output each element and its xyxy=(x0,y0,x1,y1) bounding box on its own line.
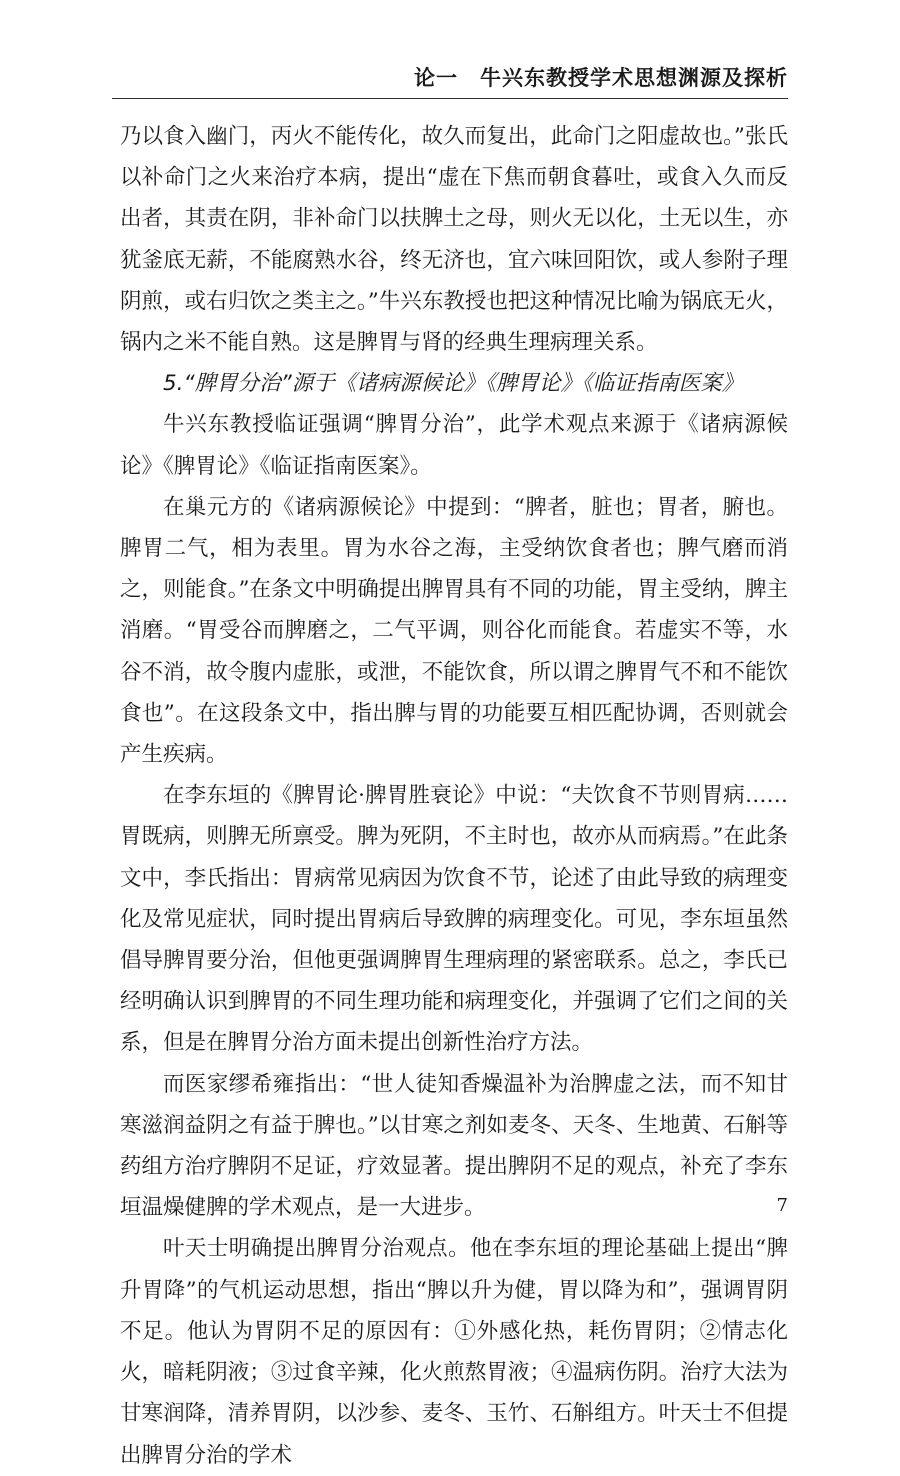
paragraph: 在李东垣的《脾胃论·脾胃胜衰论》中说：“夫饮食不节则胃病……胃既病，则脾无所禀受。脾为死阴，不主时也，故亦从而病焉。”在此条文中，李氏指出：胃病常见病因为饮食不节，论述了由此导致的病理变化及常见症状，同时提出胃病后导致脾的病理变化。可见，李东垣虽然倡导脾胃要分治，但他更强调脾胃生理病理的紧密联系。总之，李氏已经明确认识到脾胃的不同生理功能和病理变化，并强调了它们之间的关系，但是在脾胃分治方面未提出创新性治疗方法。 xyxy=(120,783,788,1056)
running-header: 论一 牛兴东教授学术思想渊源及探析 xyxy=(414,66,788,90)
paragraph: 叶天士明确提出脾胃分治观点。他在李东垣的理论基础上提出“脾升胃降”的气机运动思想，指出“脾以升为健，胃以降为和”，强调胃阴不足。他认为胃阴不足的原因有：①外感化热，耗伤胃阴；②情志化火，暗耗阴液；③过食辛辣，化火煎熬胃液；④温病伤阴。治疗大法为甘寒润降，清养胃阴，以沙参、麦冬、玉竹、石斛组方。叶天士不但提出脾胃分治的学术 xyxy=(120,1236,788,1468)
body-text xyxy=(120,116,788,1476)
section-heading: 5.“脾胃分治”源于《诸病源候论》《脾胃论》《临证指南医案》 xyxy=(163,371,744,397)
paragraph: 在巢元方的《诸病源候论》中提到：“脾者，脏也；胃者，腑也。脾胃二气，相为表里。胃为水谷之海，主受纳饮食者也；脾气磨而消之，则能食。”在条文中明确提出脾胃具有不同的功能，胃主受纳，脾主消磨。“胃受谷而脾磨之，二气平调，则谷化而能食。若虚实不等，水谷不消，故令腹内虚胀，或泄，不能饮食，所以谓之脾胃气不和不能饮食也”。在这段条文中，指出脾与胃的功能要互相匹配协调，否则就会产生疾病。 xyxy=(120,494,788,768)
header-divider xyxy=(112,98,788,99)
paragraph: 牛兴东教授临证强调“脾胃分治”，此学术观点来源于《诸病源候论》《脾胃论》《临证指南医案》。 xyxy=(120,412,788,479)
page-number: 7 xyxy=(776,1195,788,1216)
paragraph-continued: 乃以食入幽门，丙火不能传化，故久而复出，此命门之阳虚故也。”张氏以补命门之火来治疗本病，提出“虚在下焦而朝食暮吐，或食入久而反出者，其责在阴，非补命门以扶脾土之母，则火无以化，土无以生，亦犹釜底无薪，不能腐熟水谷，终无济也，宜六味回阳饮，或人参附子理阴煎，或右归饮之类主之。”牛兴东教授也把这种情况比喻为锅底无火，锅内之米不能自熟。这是脾胃与肾的经典生理病理关系。 xyxy=(120,124,788,356)
paragraph: 而医家缪希雍指出：“世人徒知香燥温补为治脾虚之法，而不知甘寒滋润益阴之有益于脾也。”以甘寒之剂如麦冬、天冬、生地黄、石斛等药组方治疗脾阴不足证，疗效显著。提出脾阴不足的观点，补充了李东垣温燥健脾的学术观点，是一大进步。 xyxy=(120,1071,788,1221)
